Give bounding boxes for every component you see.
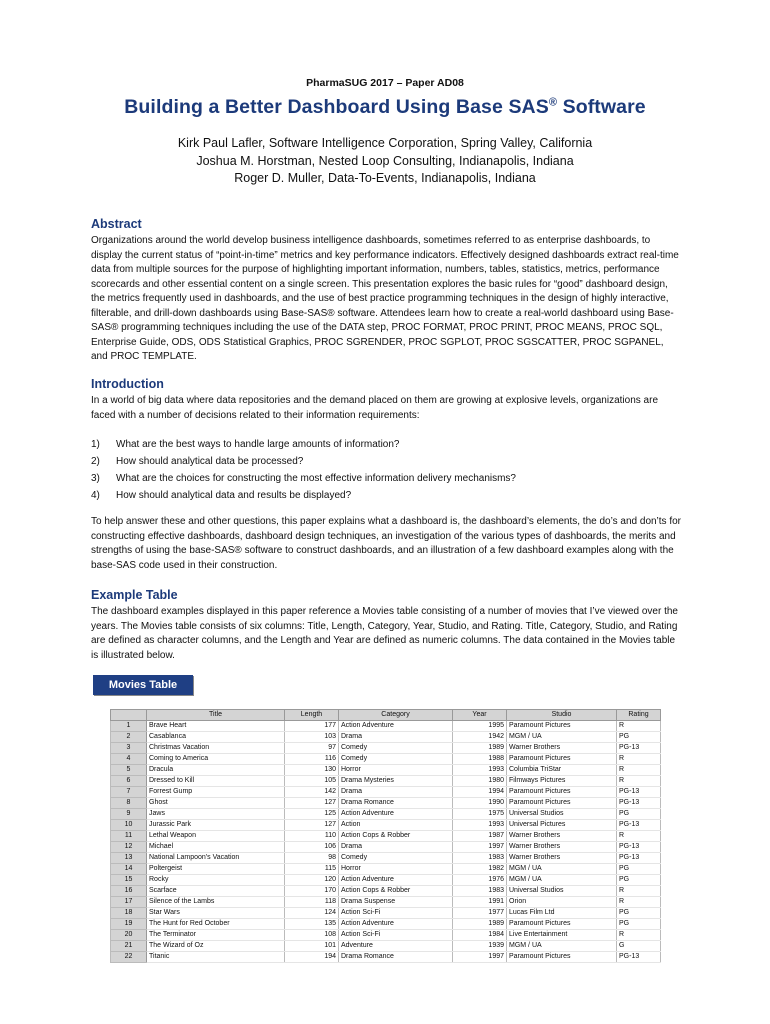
row-number-cell: 18 bbox=[111, 908, 147, 919]
list-text: What are the choices for constructing the most effective information delivery mechanisms? bbox=[116, 473, 516, 484]
table-cell: 1997 bbox=[453, 842, 507, 853]
table-cell: R bbox=[617, 886, 661, 897]
table-cell: 135 bbox=[285, 919, 339, 930]
table-cell: G bbox=[617, 941, 661, 952]
column-header: Title bbox=[147, 710, 285, 721]
table-cell: 1987 bbox=[453, 831, 507, 842]
table-row bbox=[111, 897, 661, 908]
table-cell: 98 bbox=[285, 853, 339, 864]
table-cell: R bbox=[617, 831, 661, 842]
table-row bbox=[111, 765, 661, 776]
table-cell: 110 bbox=[285, 831, 339, 842]
table-cell: Drama bbox=[339, 842, 453, 853]
table-cell: 194 bbox=[285, 952, 339, 963]
table-cell: Action Cops & Robber bbox=[339, 831, 453, 842]
list-item bbox=[91, 470, 681, 487]
table-cell: Brave Heart bbox=[147, 721, 285, 732]
table-cell: Paramount Pictures bbox=[507, 754, 617, 765]
table-cell: Paramount Pictures bbox=[507, 952, 617, 963]
table-cell: 1995 bbox=[453, 721, 507, 732]
table-cell: Drama Mysteries bbox=[339, 776, 453, 787]
table-cell: 106 bbox=[285, 842, 339, 853]
table-cell: 127 bbox=[285, 798, 339, 809]
registered-mark: ® bbox=[548, 96, 558, 109]
column-header: Year bbox=[453, 710, 507, 721]
table-row bbox=[111, 853, 661, 864]
table-cell: Titanic bbox=[147, 952, 285, 963]
table-cell: R bbox=[617, 765, 661, 776]
table-cell: Warner Brothers bbox=[507, 831, 617, 842]
table-body bbox=[111, 721, 661, 963]
row-number-cell: 10 bbox=[111, 820, 147, 831]
list-number: 3) bbox=[91, 473, 100, 484]
table-cell: PG-13 bbox=[617, 743, 661, 754]
table-cell: Dressed to Kill bbox=[147, 776, 285, 787]
list-text: How should analytical data be processed? bbox=[116, 456, 304, 467]
table-cell: Lethal Weapon bbox=[147, 831, 285, 842]
table-row bbox=[111, 754, 661, 765]
table-cell: Horror bbox=[339, 765, 453, 776]
table-row bbox=[111, 952, 661, 963]
table-row bbox=[111, 919, 661, 930]
table-header-row bbox=[111, 710, 661, 721]
table-cell: PG bbox=[617, 809, 661, 820]
row-number-cell: 21 bbox=[111, 941, 147, 952]
row-number-cell: 7 bbox=[111, 787, 147, 798]
column-header: Rating bbox=[617, 710, 661, 721]
table-cell: MGM / UA bbox=[507, 864, 617, 875]
table-cell: Columbia TriStar bbox=[507, 765, 617, 776]
table-row bbox=[111, 732, 661, 743]
row-number-cell: 6 bbox=[111, 776, 147, 787]
table-cell: Drama Suspense bbox=[339, 897, 453, 908]
table-cell: 115 bbox=[285, 864, 339, 875]
table-cell: Christmas Vacation bbox=[147, 743, 285, 754]
paper-title-suffix: Software bbox=[557, 96, 646, 118]
table-row bbox=[111, 930, 661, 941]
table-cell: R bbox=[617, 897, 661, 908]
table-cell: Warner Brothers bbox=[507, 842, 617, 853]
row-number-cell: 3 bbox=[111, 743, 147, 754]
row-number-cell: 2 bbox=[111, 732, 147, 743]
table-cell: Star Wars bbox=[147, 908, 285, 919]
table-cell: Silence of the Lambs bbox=[147, 897, 285, 908]
table-cell: R bbox=[617, 776, 661, 787]
table-cell: 1994 bbox=[453, 787, 507, 798]
row-number-cell: 9 bbox=[111, 809, 147, 820]
table-cell: 1989 bbox=[453, 919, 507, 930]
table-cell: 1983 bbox=[453, 853, 507, 864]
table-cell: Jurassic Park bbox=[147, 820, 285, 831]
table-cell: 177 bbox=[285, 721, 339, 732]
list-text: What are the best ways to handle large amounts of information? bbox=[116, 439, 400, 450]
row-number-cell: 17 bbox=[111, 897, 147, 908]
row-number-cell: 13 bbox=[111, 853, 147, 864]
table-cell: 124 bbox=[285, 908, 339, 919]
table-row bbox=[111, 908, 661, 919]
table-cell: 118 bbox=[285, 897, 339, 908]
table-cell: Coming to America bbox=[147, 754, 285, 765]
table-cell: Paramount Pictures bbox=[507, 721, 617, 732]
table-cell: Action bbox=[339, 820, 453, 831]
table-cell: Drama bbox=[339, 787, 453, 798]
table-cell: 101 bbox=[285, 941, 339, 952]
table-cell: 127 bbox=[285, 820, 339, 831]
row-number-cell: 20 bbox=[111, 930, 147, 941]
column-header bbox=[111, 710, 147, 721]
column-header: Category bbox=[339, 710, 453, 721]
example-text: The dashboard examples displayed in this paper reference a Movies table consisting of a number of movies that I’ve viewed over the years. The Movies table consists of six columns: Title, Length, Category, Year, Studio, and Rating. Title, Category, Studio, and Rating are defined as character columns, and the Length and Year are defined as numeric columns. The data contained in the Movies table is illustrated below. bbox=[91, 606, 678, 661]
list-number: 4) bbox=[91, 490, 100, 501]
abstract-section bbox=[91, 217, 681, 365]
table-cell: Michael bbox=[147, 842, 285, 853]
introduction-section bbox=[91, 377, 681, 423]
list-number: 1) bbox=[91, 439, 100, 450]
movies-table-label: Movies Table bbox=[93, 675, 193, 695]
table-cell: 1984 bbox=[453, 930, 507, 941]
list-item bbox=[91, 487, 681, 504]
movies-table bbox=[110, 709, 661, 963]
table-row bbox=[111, 809, 661, 820]
table-cell: Casablanca bbox=[147, 732, 285, 743]
table-cell: 120 bbox=[285, 875, 339, 886]
table-cell: 1976 bbox=[453, 875, 507, 886]
table-cell: 125 bbox=[285, 809, 339, 820]
table-cell: Scarface bbox=[147, 886, 285, 897]
table-cell: The Wizard of Oz bbox=[147, 941, 285, 952]
table-cell: Drama bbox=[339, 732, 453, 743]
conference-line: PharmaSUG 2017 – Paper AD08 bbox=[306, 77, 464, 89]
table-cell: Paramount Pictures bbox=[507, 919, 617, 930]
table-row bbox=[111, 787, 661, 798]
list-item bbox=[91, 453, 681, 470]
table-cell: Comedy bbox=[339, 743, 453, 754]
question-list bbox=[91, 436, 681, 504]
table-cell: Filmways Pictures bbox=[507, 776, 617, 787]
row-number-cell: 22 bbox=[111, 952, 147, 963]
row-number-cell: 14 bbox=[111, 864, 147, 875]
table-row bbox=[111, 798, 661, 809]
table-cell: The Hunt for Red October bbox=[147, 919, 285, 930]
table-cell: PG-13 bbox=[617, 798, 661, 809]
table-cell: Paramount Pictures bbox=[507, 787, 617, 798]
table-cell: PG-13 bbox=[617, 787, 661, 798]
table-cell: 1939 bbox=[453, 941, 507, 952]
table-cell: Warner Brothers bbox=[507, 853, 617, 864]
table-cell: Horror bbox=[339, 864, 453, 875]
table-cell: R bbox=[617, 721, 661, 732]
list-text: How should analytical data and results be displayed? bbox=[116, 490, 352, 501]
table-cell: Action Cops & Robber bbox=[339, 886, 453, 897]
list-number: 2) bbox=[91, 456, 100, 467]
row-number-cell: 1 bbox=[111, 721, 147, 732]
introduction-text-2: To help answer these and other questions, this paper explains what a dashboard is, the dashboard’s elements, the do’s and don’ts for constructing effective dashboards, dashboard design techniques, an investigation of the various types of dashboards, the merits and strengths of using the base-SAS® software to construct dashboards, and an illustration of a few dashboard examples along with the base-SAS code used in their construction. bbox=[91, 516, 682, 571]
paper-title bbox=[0, 96, 770, 119]
table-cell: Warner Brothers bbox=[507, 743, 617, 754]
table-cell: 97 bbox=[285, 743, 339, 754]
table-row bbox=[111, 875, 661, 886]
example-table-section bbox=[91, 588, 681, 663]
table-cell: Action Sci-Fi bbox=[339, 908, 453, 919]
table-cell: PG bbox=[617, 864, 661, 875]
table-cell: Comedy bbox=[339, 754, 453, 765]
table-cell: 1989 bbox=[453, 743, 507, 754]
table-cell: R bbox=[617, 930, 661, 941]
table-cell: Action Sci-Fi bbox=[339, 930, 453, 941]
table-cell: PG-13 bbox=[617, 853, 661, 864]
author-line: Joshua M. Horstman, Nested Loop Consulting, Indianapolis, Indiana bbox=[196, 153, 574, 168]
table-cell: PG-13 bbox=[617, 820, 661, 831]
table-cell: Action Adventure bbox=[339, 721, 453, 732]
table-cell: 1975 bbox=[453, 809, 507, 820]
table-cell: 170 bbox=[285, 886, 339, 897]
table-row bbox=[111, 831, 661, 842]
table-cell: Action Adventure bbox=[339, 919, 453, 930]
table-cell: 1993 bbox=[453, 765, 507, 776]
table-cell: PG bbox=[617, 732, 661, 743]
table-cell: Adventure bbox=[339, 941, 453, 952]
table-cell: Universal Pictures bbox=[507, 820, 617, 831]
table-cell: Comedy bbox=[339, 853, 453, 864]
table-row bbox=[111, 886, 661, 897]
table-cell: Paramount Pictures bbox=[507, 798, 617, 809]
table-row bbox=[111, 721, 661, 732]
row-number-cell: 4 bbox=[111, 754, 147, 765]
table-cell: 1990 bbox=[453, 798, 507, 809]
table-cell: PG bbox=[617, 875, 661, 886]
table-cell: Action Adventure bbox=[339, 875, 453, 886]
column-header: Studio bbox=[507, 710, 617, 721]
table-cell: Ghost bbox=[147, 798, 285, 809]
table-cell: Lucas Film Ltd bbox=[507, 908, 617, 919]
table-cell: Universal Studios bbox=[507, 809, 617, 820]
table-cell: 108 bbox=[285, 930, 339, 941]
table-cell: 1983 bbox=[453, 886, 507, 897]
author-block bbox=[0, 135, 770, 188]
list-item bbox=[91, 436, 681, 453]
table-row bbox=[111, 941, 661, 952]
table-cell: 1991 bbox=[453, 897, 507, 908]
table-row bbox=[111, 743, 661, 754]
table-cell: PG bbox=[617, 919, 661, 930]
table-cell: 1997 bbox=[453, 952, 507, 963]
row-number-cell: 16 bbox=[111, 886, 147, 897]
table-cell: MGM / UA bbox=[507, 941, 617, 952]
row-number-cell: 12 bbox=[111, 842, 147, 853]
table-cell: Universal Studios bbox=[507, 886, 617, 897]
paper-title-main: Building a Better Dashboard Using Base SAS bbox=[124, 96, 549, 118]
table-cell: MGM / UA bbox=[507, 875, 617, 886]
table-cell: PG bbox=[617, 908, 661, 919]
table-cell: Drama Romance bbox=[339, 798, 453, 809]
table-cell: The Terminator bbox=[147, 930, 285, 941]
column-header: Length bbox=[285, 710, 339, 721]
row-number-cell: 5 bbox=[111, 765, 147, 776]
table-cell: MGM / UA bbox=[507, 732, 617, 743]
abstract-text: Organizations around the world develop business intelligence dashboards, sometimes referred to as enterprise dashboards, to display the current status of “point-in-time” metrics and key performance indicators. Effectively designed dashboards extract real-time data from multiple sources for the purpose of highlighting important information, numbers, tables, statistics, metrics, performance scorecards and other essential content on a single screen. This presentation explores the basic rules for “good” dashboard design, the metrics frequently used in dashboards, and the use of best practice programming techniques in the design of highly interactive, filterable, and drill-down dashboards using Base-SAS® software. Attendees learn how to create a real-world dashboard using Base-SAS® programming techniques including the use of the DATA step, PROC FORMAT, PROC PRINT, PROC MEANS, PROC SQL, Enterprise Guide, ODS, ODS Statistical Graphics, PROC SGRENDER, PROC SGPLOT, PROC SGSCATTER, PROC SGPANEL, and PROC TEMPLATE. bbox=[91, 235, 679, 362]
movies-table-container bbox=[110, 709, 660, 963]
table-cell: 130 bbox=[285, 765, 339, 776]
table-cell: 1993 bbox=[453, 820, 507, 831]
row-number-cell: 19 bbox=[111, 919, 147, 930]
author-line: Kirk Paul Lafler, Software Intelligence Corporation, Spring Valley, California bbox=[177, 136, 593, 150]
table-cell: 1942 bbox=[453, 732, 507, 743]
table-cell: 1988 bbox=[453, 754, 507, 765]
introduction-heading: Introduction bbox=[91, 377, 164, 391]
table-cell: Action Adventure bbox=[339, 809, 453, 820]
table-cell: Rocky bbox=[147, 875, 285, 886]
table-cell: PG-13 bbox=[617, 952, 661, 963]
table-cell: 103 bbox=[285, 732, 339, 743]
table-cell: 1980 bbox=[453, 776, 507, 787]
table-cell: PG-13 bbox=[617, 842, 661, 853]
table-row bbox=[111, 864, 661, 875]
table-cell: 116 bbox=[285, 754, 339, 765]
row-number-cell: 8 bbox=[111, 798, 147, 809]
table-cell: 142 bbox=[285, 787, 339, 798]
table-cell: National Lampoon's Vacation bbox=[147, 853, 285, 864]
table-cell: Drama Romance bbox=[339, 952, 453, 963]
table-cell: Orion bbox=[507, 897, 617, 908]
introduction-text: In a world of big data where data repositories and the demand placed on them are growing at explosive levels, organizations are faced with a number of decisions related to their information requirements: bbox=[91, 395, 659, 421]
table-cell: Jaws bbox=[147, 809, 285, 820]
abstract-heading: Abstract bbox=[91, 217, 142, 231]
table-cell: 1982 bbox=[453, 864, 507, 875]
table-row bbox=[111, 776, 661, 787]
table-cell: Live Entertainment bbox=[507, 930, 617, 941]
author-line: Roger D. Muller, Data-To-Events, Indianapolis, Indiana bbox=[234, 171, 536, 185]
table-cell: 105 bbox=[285, 776, 339, 787]
row-number-cell: 11 bbox=[111, 831, 147, 842]
example-heading: Example Table bbox=[91, 588, 178, 602]
table-row bbox=[111, 820, 661, 831]
table-cell: Poltergeist bbox=[147, 864, 285, 875]
table-cell: R bbox=[617, 754, 661, 765]
table-cell: Dracula bbox=[147, 765, 285, 776]
row-number-cell: 15 bbox=[111, 875, 147, 886]
table-row bbox=[111, 842, 661, 853]
table-cell: 1977 bbox=[453, 908, 507, 919]
table-cell: Forrest Gump bbox=[147, 787, 285, 798]
